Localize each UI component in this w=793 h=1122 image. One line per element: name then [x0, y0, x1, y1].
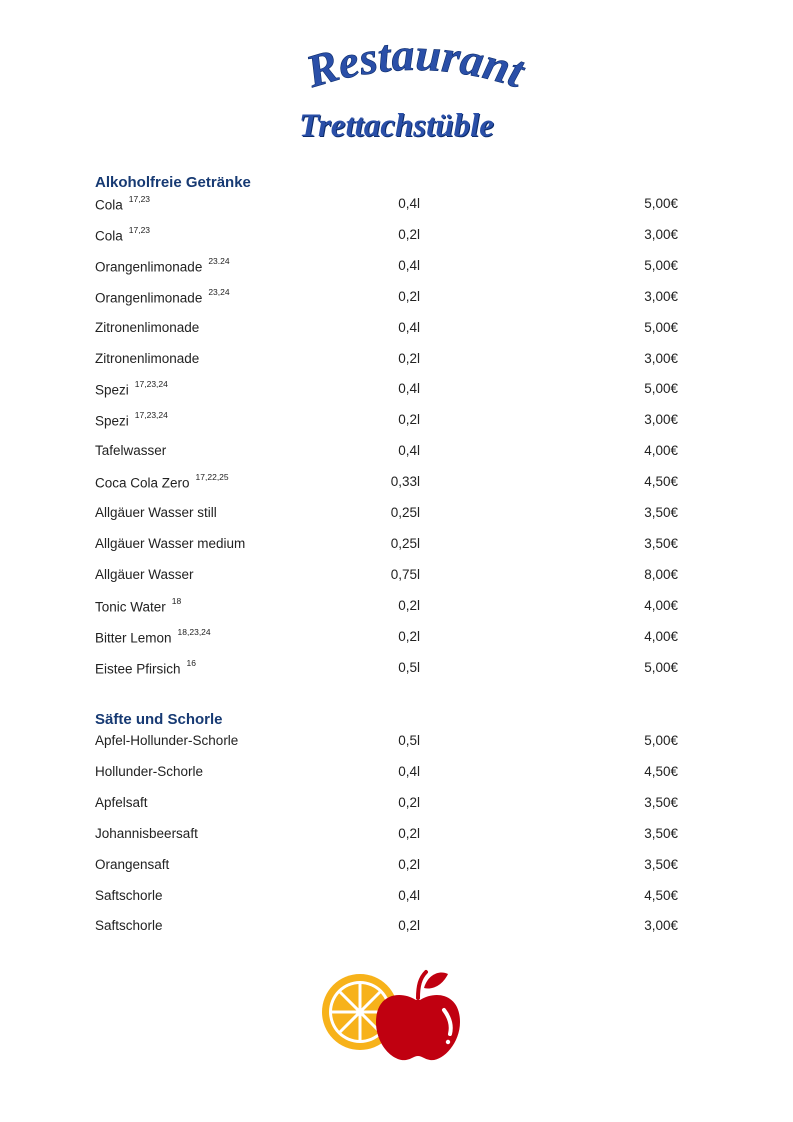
item-name-text: Orangenlimonade: [95, 290, 203, 306]
item-size: 0,2l: [398, 412, 420, 428]
item-name: [95, 505, 217, 520]
item-price: 3,00€: [644, 412, 678, 428]
item-name-text: Johannisbeersaft: [95, 825, 198, 841]
item-price: 4,50€: [644, 474, 678, 490]
item-name: [95, 657, 196, 677]
item-price: 4,00€: [644, 443, 678, 459]
item-name: [95, 196, 150, 213]
item-size: 0,25l: [390, 505, 420, 520]
menu-item-row: [0, 918, 793, 940]
item-price: 5,00€: [644, 319, 678, 335]
allergen-codes: 17,23: [128, 194, 151, 204]
item-size: 0,2l: [398, 226, 420, 242]
item-name: [95, 224, 151, 244]
item-name: [95, 381, 168, 398]
item-price: 8,00€: [644, 566, 678, 582]
allergen-codes: 17,23,24: [134, 379, 168, 390]
item-price: 5,00€: [644, 196, 678, 211]
menu-item-row: [0, 474, 793, 496]
item-size: 0,2l: [398, 597, 420, 613]
item-size: 0,2l: [398, 288, 420, 304]
menu-item-row: [0, 857, 793, 879]
menu-item-row: [0, 351, 793, 373]
item-price: 4,00€: [644, 628, 678, 644]
menu-item-row: [0, 443, 793, 465]
restaurant-subtitle: Trettachstüble: [299, 108, 494, 144]
item-price: 5,00€: [644, 659, 678, 675]
menu-item-row: [0, 888, 793, 910]
item-size: 0,75l: [390, 566, 420, 582]
item-name: [95, 351, 199, 366]
item-size: 0,2l: [398, 794, 420, 810]
item-size: 0,4l: [398, 763, 420, 779]
item-name-text: Tafelwasser: [95, 443, 167, 459]
item-price: 5,00€: [644, 257, 678, 273]
item-price: 3,00€: [644, 288, 678, 304]
menu-item-row: [0, 320, 793, 342]
item-name-text: Orangenlimonade: [95, 259, 203, 275]
item-name-text: Apfelsaft: [95, 794, 148, 810]
item-size: 0,2l: [398, 350, 420, 366]
item-size: 0,5l: [398, 733, 420, 748]
section-title: Säfte und Schorle: [95, 711, 223, 728]
item-name: [95, 536, 245, 551]
item-name: [95, 764, 203, 779]
item-name-text: Coca Cola Zero: [95, 475, 190, 491]
item-name: [95, 733, 238, 748]
item-name-text: Saftschorle: [95, 887, 163, 903]
item-price: 3,50€: [644, 794, 678, 810]
item-name: [95, 286, 230, 306]
item-name-text: Tonic Water: [95, 599, 166, 615]
item-price: 5,00€: [644, 381, 678, 397]
item-name-text: Spezi: [95, 413, 129, 429]
apple-icon: [376, 972, 460, 1060]
menu-item-row: [0, 255, 793, 280]
menu-item-row: [0, 381, 793, 403]
item-name: [95, 474, 229, 491]
item-name-text: Eistee Pfirsich: [95, 661, 181, 676]
item-name: [95, 567, 194, 582]
item-price: 4,50€: [644, 887, 678, 903]
menu-item-row: [0, 536, 793, 558]
item-price: 3,00€: [644, 350, 678, 366]
item-name: [95, 857, 169, 872]
item-size: 0,25l: [390, 535, 420, 551]
item-price: 4,50€: [644, 763, 678, 779]
item-price: 3,50€: [644, 856, 678, 872]
menu-item-row: [0, 764, 793, 786]
item-size: 0,5l: [398, 659, 420, 675]
menu-item-row: [0, 286, 793, 311]
item-name: [95, 595, 182, 615]
item-name-text: Allgäuer Wasser still: [95, 505, 217, 520]
item-price: 3,00€: [644, 226, 678, 242]
item-name: [95, 320, 199, 335]
menu-item-row: [0, 826, 793, 848]
item-name: [95, 826, 198, 841]
allergen-codes: 23,24: [208, 286, 230, 297]
restaurant-logo: [270, 38, 560, 114]
item-size: 0,4l: [398, 381, 420, 397]
item-name: [95, 795, 148, 810]
menu-item-row: [0, 196, 793, 218]
item-price: 5,00€: [644, 733, 678, 748]
allergen-codes: 17,22,25: [195, 472, 229, 483]
item-name-text: Cola: [95, 197, 123, 213]
menu-item-row: [0, 733, 793, 755]
item-name-text: Allgäuer Wasser medium: [95, 535, 246, 551]
item-size: 0,33l: [390, 474, 420, 490]
item-price: 3,50€: [644, 535, 678, 551]
item-size: 0,4l: [398, 257, 420, 273]
allergen-codes: 16: [186, 657, 196, 668]
item-name-text: Bitter Lemon: [95, 630, 172, 646]
item-size: 0,2l: [398, 856, 420, 872]
fruit-illustration: [320, 966, 465, 1066]
item-size: 0,2l: [398, 918, 420, 934]
menu-item-row: [0, 224, 793, 249]
item-name: [95, 888, 163, 903]
allergen-codes: 17,23,24: [134, 410, 168, 421]
item-name-text: Saftschorle: [95, 918, 163, 934]
logo-title: Restaurant: [300, 38, 531, 98]
item-price: 3,00€: [644, 918, 678, 934]
item-name-text: Spezi: [95, 382, 129, 398]
item-name-text: Allgäuer Wasser: [95, 566, 194, 582]
allergen-codes: 17,23: [128, 224, 151, 235]
menu-item-row: [0, 795, 793, 817]
item-name-text: Cola: [95, 228, 123, 244]
menu-item-row: [0, 626, 793, 651]
item-name-text: Orangensaft: [95, 856, 170, 872]
item-name: [95, 443, 166, 458]
item-name: [95, 255, 230, 275]
menu-item-row: [0, 505, 793, 527]
item-name: [95, 626, 211, 646]
item-name-text: Apfel-Hollunder-Schorle: [95, 733, 239, 748]
item-name: [95, 918, 163, 933]
item-price: 3,50€: [644, 825, 678, 841]
item-price: 4,00€: [644, 597, 678, 613]
item-name-text: Hollunder-Schorle: [95, 763, 204, 779]
menu-item-row: [0, 595, 793, 620]
item-size: 0,4l: [398, 887, 420, 903]
menu-item-row: [0, 657, 793, 682]
item-name-text: Zitronenlimonade: [95, 319, 200, 335]
item-size: 0,4l: [398, 196, 420, 211]
item-name: [95, 412, 168, 429]
item-size: 0,2l: [398, 628, 420, 644]
section-title: Alkoholfreie Getränke: [95, 174, 251, 191]
item-size: 0,4l: [398, 443, 420, 459]
allergen-codes: 23.24: [208, 255, 230, 266]
item-name-text: Zitronenlimonade: [95, 350, 200, 366]
item-size: 0,2l: [398, 825, 420, 841]
item-size: 0,4l: [398, 319, 420, 335]
item-price: 3,50€: [644, 505, 678, 520]
menu-item-row: [0, 567, 793, 589]
menu-item-row: [0, 412, 793, 434]
allergen-codes: 18,23,24: [177, 626, 211, 637]
allergen-codes: 18: [171, 595, 182, 606]
